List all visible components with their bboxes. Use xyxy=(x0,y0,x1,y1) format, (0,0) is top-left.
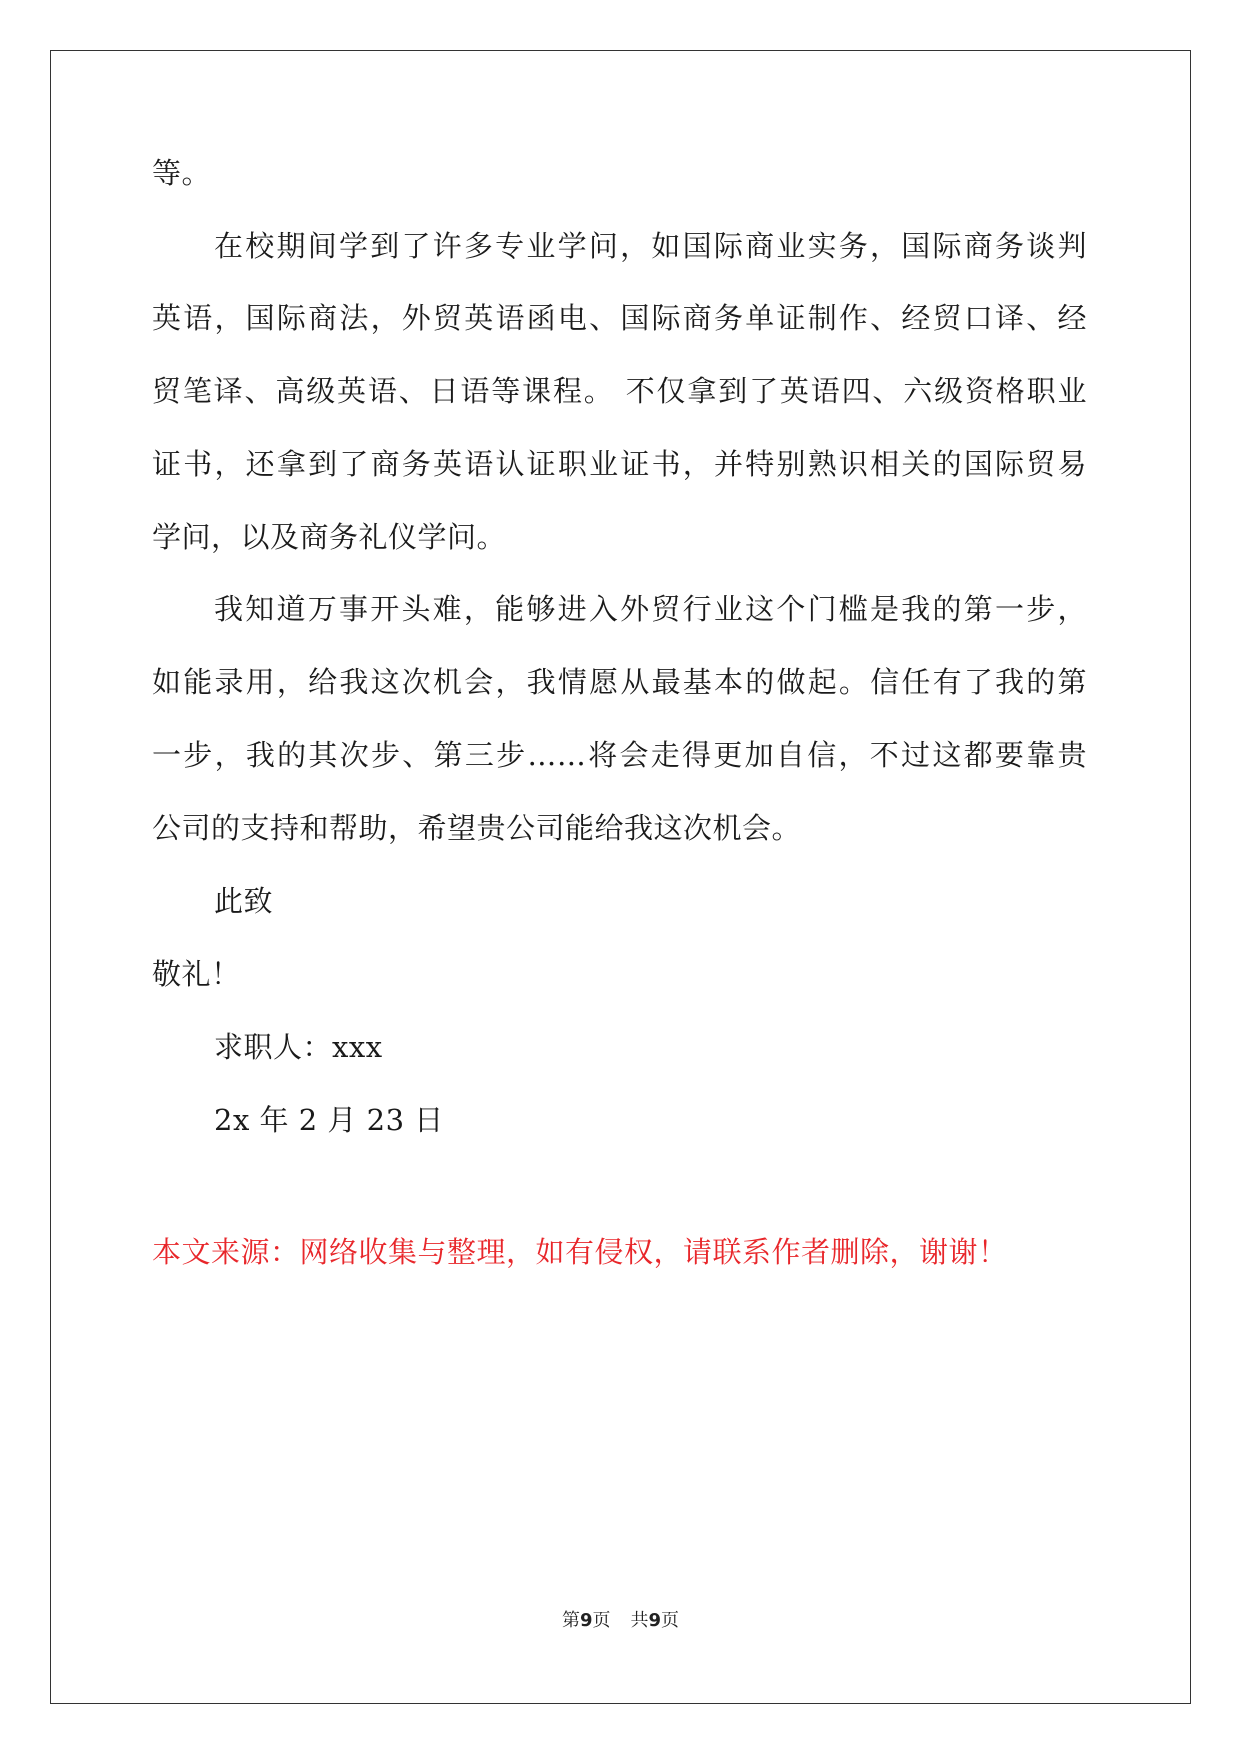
date-line: 2x 年 2 月 23 日 xyxy=(214,1103,444,1137)
body-line-9: 一步，我的其次步、第三步……将会走得更加自信，不过这都要靠贵 xyxy=(152,738,1087,772)
body-line-10: 公司的支持和帮助，希望贵公司能给我这次机会。 xyxy=(152,811,802,845)
total-prefix: 共 xyxy=(630,1610,649,1631)
body-line-5: 证书，还拿到了商务英语认证职业证书，并特别熟识相关的国际贸易 xyxy=(152,447,1087,481)
salutation-line: 敬礼！ xyxy=(152,957,241,991)
page-prefix: 第 xyxy=(561,1610,580,1631)
signature-line: 求职人：xxx xyxy=(214,1030,383,1064)
body-line-7: 我知道万事开头难，能够进入外贸行业这个门槛是我的第一步， xyxy=(214,592,1087,626)
body-line-2: 在校期间学到了许多专业学问，如国际商业实务，国际商务谈判 xyxy=(214,229,1087,263)
page-footer xyxy=(0,1608,1241,1634)
page-suffix: 页 xyxy=(592,1610,611,1631)
total-number: 9 xyxy=(648,1610,662,1631)
body-line-1: 等。 xyxy=(152,156,212,190)
body-line-8: 如能录用，给我这次机会，我情愿从最基本的做起。信任有了我的第 xyxy=(152,665,1087,699)
closing-line: 此致 xyxy=(214,884,274,918)
page-number: 9 xyxy=(579,1610,593,1631)
total-suffix: 页 xyxy=(661,1610,680,1631)
body-line-4: 贸笔译、高级英语、日语等课程。 不仅拿到了英语四、六级资格职业 xyxy=(152,374,1087,408)
body-line-6: 学问，以及商务礼仪学问。 xyxy=(152,520,507,554)
body-line-3: 英语，国际商法，外贸英语函电、国际商务单证制作、经贸口译、经 xyxy=(152,301,1087,335)
source-note: 本文来源：网络收集与整理，如有侵权，请联系作者删除，谢谢！ xyxy=(152,1235,1008,1269)
